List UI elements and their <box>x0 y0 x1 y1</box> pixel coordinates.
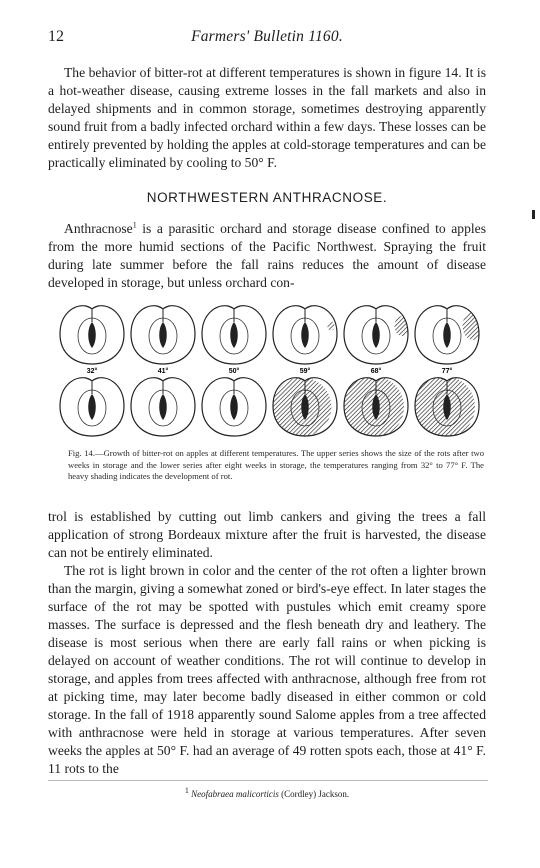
apple-upper-5 <box>344 306 410 364</box>
rot-description-paragraph <box>48 562 486 778</box>
apple-upper-6 <box>415 306 484 364</box>
anthracnose-paragraph <box>48 216 486 292</box>
edge-mark <box>532 210 535 219</box>
anthracnose-continued-paragraph <box>48 508 486 562</box>
apple-lower-6 <box>413 376 479 438</box>
anthracnose-text: Anthracnose$^1$ is a parasitic orchard and storage disease confined to apples from the more humid sections of the Pacific Northwest. Spraying the fruit during late summer before the fall rains reduces the amount of disease developed in storage, but unless orchard con- <box>48 220 486 290</box>
apple-upper-3 <box>202 306 266 364</box>
apple-lower-3 <box>202 378 266 436</box>
page-number: 12 <box>48 28 64 45</box>
apple-upper-4 <box>273 306 337 364</box>
footnote-authority: (Cordley) Jackson. <box>278 789 350 799</box>
running-title: Farmers' Bulletin 1160. <box>191 28 343 45</box>
temperature-labels <box>87 367 453 375</box>
apple-lower-1 <box>60 378 124 436</box>
footnote-species: Neofabraea malicorticis <box>191 789 279 799</box>
footnote-ref: 1 <box>132 220 137 229</box>
rot-description-text: The rot is light brown in color and the center of the rot often a lighter brown than the margin, giving a somewhat zoned or bird's-eye effect. In later stages the surface of the rot may be spotted with pustules which emit creamy spore masses. The surface is depressed and the flesh beneath dry and leathery. The disease is most serious when there are early fall rains or when picking is delayed on account of weather conditions. The rot will continue to develop in storage, and apples from trees affected with anthracnose, although free from rot at picking time, may later become badly diseased in either common or cold storage. In the fall of 1918 apparently sound Salome apples from a tree affected with anthracnose were held in storage at various temperatures. After seven weeks the apples at 50° F. had an average of 49 rotten spots each, those at 41° F. 11 rots to the <box>48 563 486 776</box>
intro-text: The behavior of bitter-rot at different temperatures is shown in figure 14. It is a hot-weather disease, causing extreme losses in the fall markets and also in delayed shipments and in common storage, sometimes destroying apparently sound fruit from a badly infected orchard within a few days. These losses can be entirely prevented by holding the apples at cold-storage temperatures and can be practically eliminated by cooling to 50° F. <box>48 65 486 170</box>
temp-label-68: 68° <box>370 368 382 375</box>
temp-label-59: 59° <box>299 368 311 375</box>
apple-lower-2 <box>131 378 195 436</box>
apple-lower-4 <box>273 378 337 437</box>
apple-upper-1 <box>60 306 124 364</box>
temp-label-50: 50° <box>228 368 240 375</box>
footnote-rule <box>48 780 488 781</box>
figure-14-illustration <box>50 298 488 442</box>
section-heading: NORTHWESTERN ANTHRACNOSE. <box>146 190 388 205</box>
temp-label-77: 77° <box>441 368 453 375</box>
apple-upper-2 <box>131 306 195 364</box>
anthracnose-continued-text: trol is established by cutting out limb cankers and giving the trees a fall application of strong Bordeaux mixture after the fruit is harvested, the disease can not be entirely eliminated. <box>48 509 486 560</box>
intro-paragraph <box>48 64 486 172</box>
apple-lower-5 <box>342 376 408 438</box>
temp-label-32: 32° <box>86 368 98 375</box>
page-header <box>48 28 486 50</box>
footnote <box>48 786 486 799</box>
figure-caption: Fig. 14.—Growth of bitter-rot on apples at different temperatures. The upper series shows the size of the rots after two weeks in storage and the lower series after eight weeks in storage, the temperatures ranging from 32° to 77° F. The heavy shading indicates the development of rot. <box>68 448 484 481</box>
temp-label-41: 41° <box>157 368 169 375</box>
footnote-marker: 1 <box>184 786 189 795</box>
